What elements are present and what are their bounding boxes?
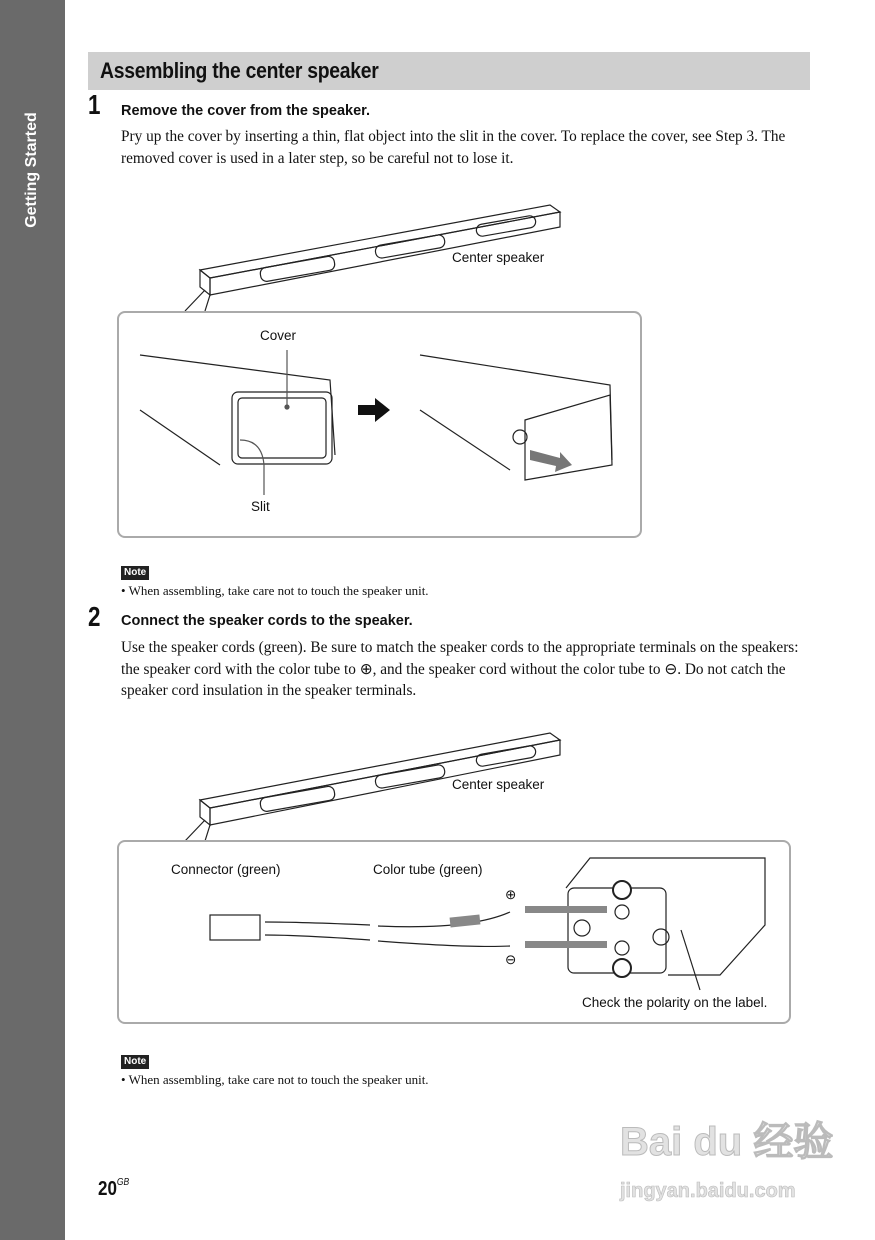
baidu-watermark — [620, 1106, 834, 1206]
polarity-label: Check the polarity on the label. — [582, 995, 768, 1010]
sidebar-section-label: Getting Started — [23, 112, 40, 228]
note-badge: Note — [121, 1055, 149, 1069]
step-number: 2 — [88, 601, 101, 632]
body-text: . Do not catch the speaker cord insulation in the speaker terminals. — [121, 660, 786, 699]
step-heading: Remove the cover from the speaker. — [121, 103, 371, 119]
minus-terminal-icon: ⊖ — [505, 952, 517, 967]
step-number: 1 — [88, 89, 101, 120]
cover-label: Cover — [260, 328, 297, 343]
center-speaker-label: Center speaker — [452, 777, 545, 792]
color-tube-label: Color tube (green) — [373, 862, 483, 877]
page-title: Assembling the center speaker — [100, 58, 379, 83]
note-text: • When assembling, take care not to touch the speaker unit. — [121, 1072, 429, 1087]
plus-terminal-icon: ⊕ — [505, 887, 517, 902]
slit-label: Slit — [251, 499, 270, 514]
note-text: • When assembling, take care not to touch the speaker unit. — [121, 583, 429, 598]
watermark-url: jingyan.baidu.com — [620, 1180, 796, 1202]
watermark-brand: Bai du 经验 — [620, 1120, 834, 1164]
body-text: Use the speaker cords (green). Be sure to match the speaker cords to the appropriate terminals on the speakers: the speaker cord with the color tube to — [121, 639, 799, 678]
connector-label: Connector (green) — [171, 862, 281, 877]
minus-symbol-icon: ⊖ — [664, 660, 678, 678]
page-number — [98, 1178, 129, 1200]
page-suffix: GB — [116, 1177, 130, 1188]
plus-symbol-icon: ⊕ — [359, 660, 373, 678]
center-speaker-label: Center speaker — [452, 250, 545, 265]
page-number-value: 20 — [98, 1178, 117, 1200]
step-body — [121, 637, 811, 702]
cover-removal-detail-box — [117, 311, 642, 538]
step-heading: Connect the speaker cords to the speaker. — [121, 613, 413, 629]
body-text: , and the speaker cord without the color tube to — [372, 660, 665, 678]
step-body: Pry up the cover by inserting a thin, flat object into the slit in the cover. To replace the cover, see Step 3. The removed cover is used in a later step, so be careful not to lose it. — [121, 128, 786, 167]
note-badge: Note — [121, 566, 149, 580]
